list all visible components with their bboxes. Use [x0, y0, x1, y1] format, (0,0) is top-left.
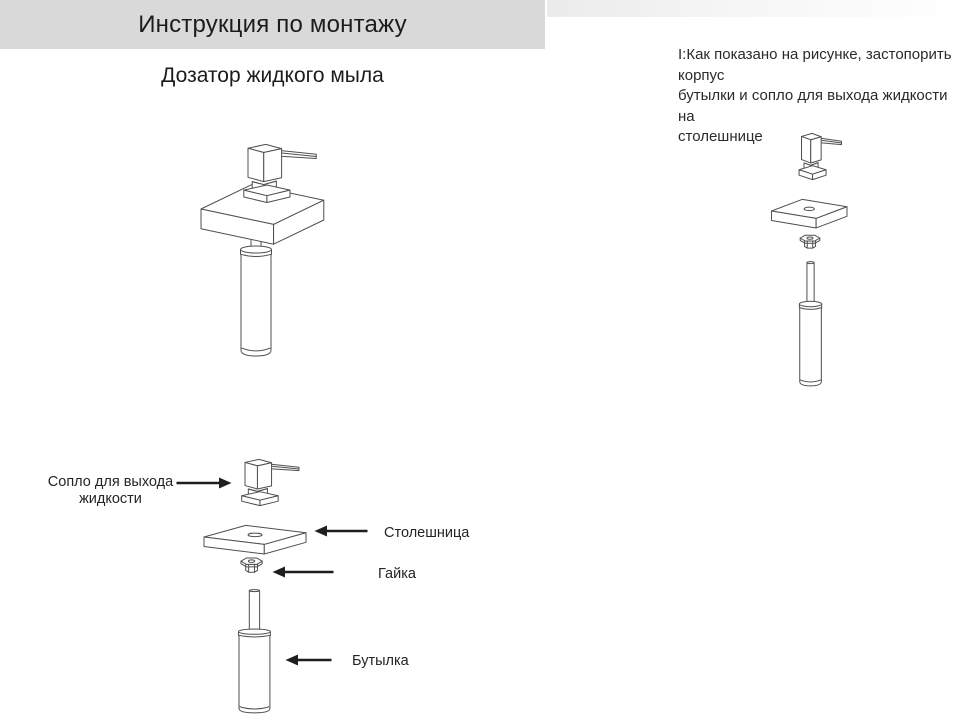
title-bar — [0, 0, 545, 49]
nozzle-label-line: жидкости — [79, 491, 142, 507]
nozzle-label-line: Сопло для выхода — [47, 474, 174, 490]
nut-drawing — [800, 235, 820, 248]
exploded-dispenser-drawing-labeled — [200, 455, 315, 719]
countertop-label: Столешница — [384, 525, 470, 541]
exploded-dispenser-drawing-right — [765, 128, 865, 392]
arrow-to-bottle — [285, 653, 332, 667]
bottle-drawing — [238, 590, 270, 713]
pump-head-drawing — [242, 459, 299, 505]
nut-label: Гайка — [378, 566, 416, 582]
instruction-note-line: столешнице — [678, 128, 763, 145]
arrow-to-nut — [272, 565, 334, 579]
arrow-to-nozzle — [176, 476, 232, 490]
bottle-label: Бутылка — [352, 653, 409, 669]
pump-head-drawing — [244, 144, 316, 202]
instruction-note-line: бутылки и сопло для выхода жидкости на — [678, 87, 948, 125]
nozzle-label — [38, 474, 183, 508]
pump-head-drawing — [799, 133, 841, 179]
instruction-note-line: I:Как показано на рисунке, застопорить корпус — [678, 46, 952, 84]
assembled-dispenser-drawing — [185, 133, 325, 365]
countertop-slab-drawing — [204, 525, 306, 554]
page-title: Инструкция по монтажу — [138, 10, 407, 38]
bottle-drawing — [799, 262, 821, 386]
subtitle: Дозатор жидкого мыла — [161, 64, 384, 87]
countertop-slab-drawing — [771, 199, 847, 228]
nut-drawing — [241, 558, 262, 572]
title-bar-fade — [547, 0, 970, 17]
arrow-to-countertop — [314, 524, 368, 538]
